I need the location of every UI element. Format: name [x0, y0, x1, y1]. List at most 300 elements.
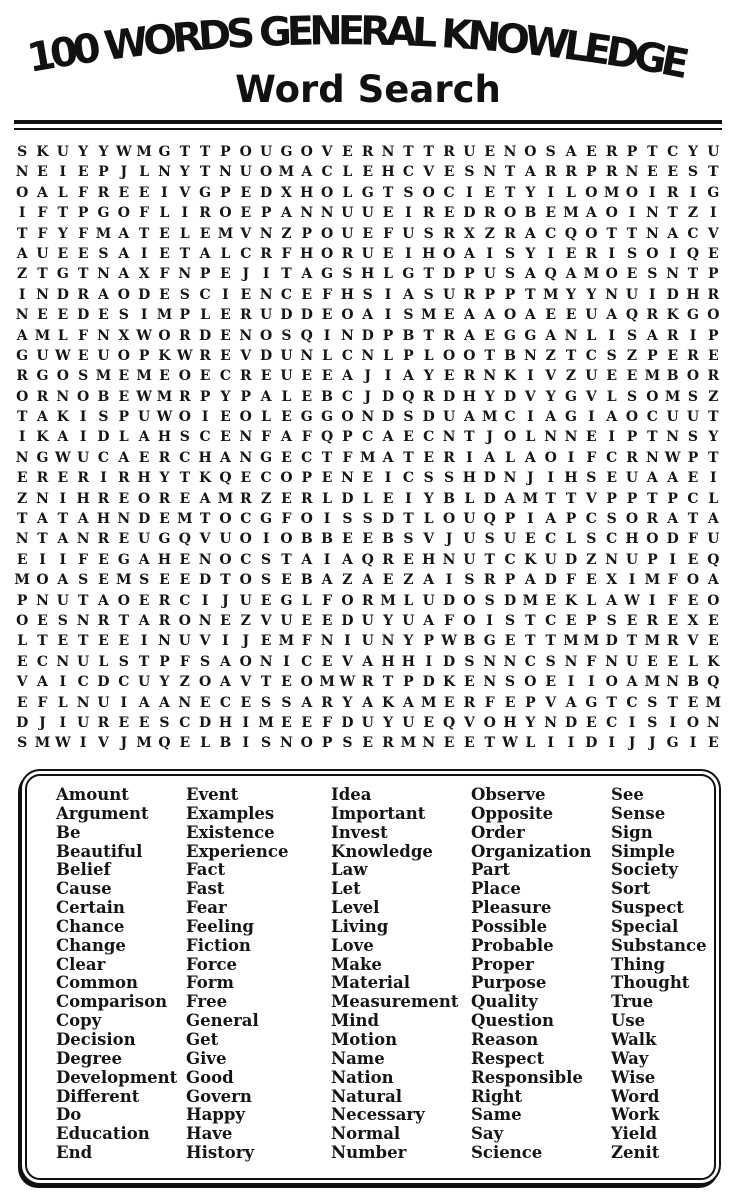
- grid-letter: E: [504, 633, 516, 650]
- word-item: Order: [471, 822, 525, 842]
- grid-letter: R: [239, 368, 252, 385]
- word-item: Good: [186, 1067, 234, 1087]
- grid-letter: J: [120, 164, 128, 181]
- grid-letter: Q: [219, 470, 232, 487]
- grid-letter: U: [585, 307, 598, 324]
- grid-letter: P: [626, 429, 638, 446]
- grid-letter: E: [118, 184, 130, 201]
- grid-letter: R: [443, 144, 455, 160]
- grid-letter: I: [344, 633, 351, 650]
- grid-letter: S: [423, 286, 434, 303]
- grid-letter: T: [626, 225, 638, 242]
- word-item: Walk: [611, 1029, 657, 1049]
- grid-letter: R: [361, 592, 374, 609]
- grid-letter: L: [342, 184, 353, 201]
- grid-letter: F: [159, 266, 170, 283]
- grid-letter: L: [586, 592, 597, 609]
- word-item: Degree: [56, 1048, 123, 1068]
- grid-letter: P: [647, 347, 658, 364]
- grid-letter: N: [178, 694, 192, 711]
- grid-letter: E: [707, 245, 719, 262]
- grid-letter: F: [78, 551, 89, 568]
- grid-letter: A: [606, 307, 618, 324]
- grid-letter: B: [443, 490, 455, 507]
- grid-letter: D: [199, 327, 212, 344]
- grid-letter: C: [179, 592, 191, 609]
- grid-letter: K: [56, 409, 69, 426]
- grid-letter: G: [321, 409, 334, 426]
- grid-letter: N: [341, 327, 354, 344]
- grid-letter: N: [666, 674, 680, 691]
- grid-letter: L: [139, 164, 150, 181]
- grid-letter: T: [77, 592, 89, 609]
- grid-letter: Y: [179, 164, 190, 181]
- grid-letter: Z: [545, 347, 556, 364]
- grid-letter: A: [606, 592, 618, 609]
- grid-letter: V: [423, 164, 435, 181]
- grid-letter: O: [503, 205, 517, 222]
- word-item: True: [611, 992, 654, 1012]
- grid-letter: R: [605, 164, 618, 181]
- grid-letter: M: [522, 490, 539, 507]
- grid-letter: A: [545, 511, 557, 528]
- grid-letter: Y: [159, 674, 170, 691]
- grid-letter: T: [260, 674, 272, 691]
- grid-letter: P: [98, 164, 109, 181]
- grid-letter: A: [504, 490, 516, 507]
- grid-letter: E: [77, 347, 89, 364]
- grid-letter: S: [281, 694, 292, 711]
- grid-letter: Z: [240, 612, 251, 629]
- grid-letter: A: [301, 551, 313, 568]
- grid-letter: S: [626, 327, 638, 344]
- grid-letter: T: [484, 551, 495, 568]
- grid-letter: G: [565, 409, 577, 426]
- grid-letter: S: [647, 714, 658, 731]
- grid-letter: Z: [281, 225, 292, 242]
- grid-letter: B: [321, 531, 333, 548]
- grid-letter: E: [220, 347, 231, 364]
- word-item: Right: [471, 1086, 523, 1106]
- grid-letter: D: [56, 286, 69, 303]
- grid-letter: D: [483, 490, 496, 507]
- grid-letter: E: [16, 470, 28, 487]
- grid-letter: O: [707, 307, 720, 324]
- grid-letter: E: [423, 714, 435, 731]
- grid-letter: A: [707, 511, 719, 528]
- grid-letter: E: [77, 164, 89, 181]
- grid-letter: A: [362, 307, 374, 324]
- grid-letter: D: [138, 511, 151, 528]
- word-item: Question: [471, 1011, 555, 1031]
- grid-letter: N: [645, 205, 659, 222]
- grid-letter: Y: [342, 694, 353, 711]
- grid-letter: M: [156, 388, 173, 405]
- grid-letter: M: [583, 633, 600, 650]
- word-item: Important: [331, 803, 426, 823]
- grid-letter: H: [462, 388, 476, 405]
- grid-letter: T: [37, 633, 48, 650]
- grid-letter: L: [301, 592, 312, 609]
- grid-letter: N: [158, 164, 171, 181]
- grid-letter: D: [280, 307, 293, 324]
- grid-row: [12, 142, 724, 162]
- grid-letter: I: [405, 490, 412, 507]
- grid-letter: U: [178, 633, 191, 650]
- word-item: Experience: [186, 841, 289, 861]
- grid-letter: A: [118, 245, 130, 262]
- grid-letter: R: [422, 205, 435, 222]
- grid-letter: G: [483, 633, 496, 650]
- grid-letter: E: [118, 388, 130, 405]
- grid-letter: M: [14, 572, 30, 589]
- grid-letter: T: [687, 511, 699, 528]
- grid-letter: N: [381, 633, 395, 650]
- grid-letter: O: [686, 714, 700, 731]
- grid-letter: M: [522, 592, 539, 609]
- grid-letter: X: [463, 225, 475, 242]
- grid-letter: Z: [179, 674, 190, 691]
- grid-letter: T: [179, 144, 190, 160]
- grid-letter: R: [544, 164, 557, 181]
- word-item: Opposite: [471, 803, 554, 823]
- grid-letter: L: [586, 327, 597, 344]
- grid-letter: W: [54, 735, 71, 752]
- grid-letter: E: [159, 368, 170, 385]
- grid-letter: T: [37, 531, 48, 548]
- grid-letter: R: [97, 490, 110, 507]
- grid-letter: A: [77, 511, 89, 528]
- grid-letter: N: [198, 612, 212, 629]
- grid-letter: T: [423, 144, 434, 160]
- grid-letter: L: [200, 307, 211, 324]
- word-item: Probable: [471, 935, 554, 955]
- grid-letter: L: [505, 449, 515, 466]
- grid-letter: R: [483, 205, 496, 222]
- grid-letter: S: [403, 307, 414, 324]
- grid-letter: L: [423, 347, 434, 364]
- grid-letter: U: [442, 409, 456, 426]
- grid-letter: R: [117, 470, 130, 487]
- grid-letter: R: [463, 286, 476, 303]
- grid-letter: E: [647, 653, 658, 670]
- grid-letter: N: [442, 429, 456, 446]
- grid-letter: S: [443, 470, 455, 487]
- grid-letter: W: [624, 592, 640, 609]
- grid-letter: H: [564, 470, 578, 487]
- grid-letter: D: [442, 266, 456, 283]
- grid-letter: E: [159, 511, 170, 528]
- grid-letter: L: [281, 388, 292, 405]
- grid-letter: M: [319, 674, 335, 691]
- grid-letter: X: [118, 327, 130, 344]
- grid-letter: W: [502, 735, 518, 752]
- grid-letter: A: [524, 164, 536, 181]
- grid-letter: Y: [525, 714, 536, 731]
- grid-letter: W: [54, 449, 71, 466]
- grid-letter: M: [664, 388, 681, 405]
- grid-letter: N: [76, 694, 90, 711]
- grid-letter: T: [525, 612, 536, 629]
- word-item: Nation: [331, 1067, 394, 1087]
- word-item: Sign: [611, 822, 653, 842]
- grid-letter: E: [382, 490, 394, 507]
- page-subtitle: Word Search: [235, 68, 501, 111]
- grid-letter: T: [484, 735, 495, 752]
- word-item: Happy: [186, 1105, 245, 1125]
- grid-letter: T: [708, 409, 719, 426]
- grid-letter: F: [667, 592, 678, 609]
- grid-letter: S: [504, 674, 516, 691]
- grid-letter: V: [463, 714, 475, 731]
- grid-letter: O: [16, 184, 29, 201]
- grid-letter: G: [504, 327, 517, 344]
- grid-letter: D: [97, 674, 110, 691]
- grid-letter: S: [17, 735, 28, 752]
- grid-letter: E: [260, 368, 272, 385]
- grid-letter: D: [16, 714, 29, 731]
- grid-letter: I: [120, 694, 128, 711]
- grid-letter: N: [15, 164, 29, 181]
- grid-letter: N: [97, 266, 110, 283]
- grid-letter: D: [564, 551, 578, 568]
- grid-letter: N: [503, 653, 517, 670]
- grid-letter: Y: [566, 286, 577, 303]
- grid-letter: V: [545, 368, 557, 385]
- grid-letter: E: [301, 368, 313, 385]
- grid-letter: E: [586, 714, 597, 731]
- grid-letter: P: [16, 592, 28, 609]
- grid-letter: O: [605, 205, 618, 222]
- grid-letter: D: [564, 714, 578, 731]
- word-item: Say: [471, 1124, 504, 1144]
- grid-letter: U: [280, 612, 293, 629]
- grid-row: [12, 591, 724, 611]
- grid-letter: R: [97, 714, 110, 731]
- grid-letter: V: [240, 674, 252, 691]
- grid-letter: E: [586, 429, 597, 446]
- grid-letter: E: [423, 449, 435, 466]
- grid-letter: O: [524, 674, 537, 691]
- grid-letter: F: [301, 429, 312, 446]
- grid-letter: R: [300, 490, 313, 507]
- grid-letter: D: [585, 735, 598, 752]
- grid-letter: N: [259, 653, 273, 670]
- grid-letter: O: [320, 245, 334, 262]
- grid-letter: U: [707, 144, 720, 160]
- grid-letter: M: [400, 735, 417, 752]
- grid-letter: A: [301, 266, 313, 283]
- grid-letter: D: [382, 511, 395, 528]
- grid-letter: Z: [708, 388, 719, 405]
- grid-letter: E: [362, 164, 374, 181]
- grid-letter: E: [179, 735, 191, 752]
- grid-letter: N: [483, 674, 497, 691]
- grid-letter: P: [159, 653, 170, 670]
- grid-letter: K: [666, 307, 679, 324]
- grid-letter: D: [382, 409, 395, 426]
- grid-letter: A: [199, 245, 211, 262]
- grid-letter: L: [688, 653, 698, 670]
- grid-letter: M: [34, 735, 51, 752]
- grid-row: [12, 550, 724, 570]
- grid-letter: I: [79, 409, 87, 426]
- grid-letter: U: [361, 633, 374, 650]
- grid-letter: U: [544, 551, 557, 568]
- grid-letter: W: [136, 388, 152, 405]
- grid-letter: G: [300, 409, 313, 426]
- grid-letter: M: [217, 490, 234, 507]
- grid-letter: U: [97, 347, 110, 364]
- grid-letter: R: [646, 511, 659, 528]
- grid-letter: C: [321, 164, 333, 181]
- grid-letter: E: [606, 368, 618, 385]
- grid-letter: N: [706, 714, 720, 731]
- grid-letter: A: [220, 449, 231, 466]
- grid-letter: O: [219, 551, 232, 568]
- grid-letter: R: [361, 144, 374, 160]
- grid-letter: A: [463, 409, 475, 426]
- grid-letter: N: [666, 266, 680, 283]
- grid-letter: E: [98, 307, 109, 324]
- grid-letter: L: [98, 653, 109, 670]
- grid-letter: Y: [423, 368, 434, 385]
- grid-letter: N: [483, 653, 497, 670]
- grid-letter: G: [280, 592, 293, 609]
- grid-letter: J: [445, 531, 453, 548]
- grid-letter: A: [118, 225, 130, 242]
- grid-letter: E: [301, 612, 313, 629]
- grid-letter: P: [403, 347, 414, 364]
- grid-letter: E: [77, 245, 89, 262]
- grid-letter: M: [583, 266, 600, 283]
- grid-letter: U: [138, 531, 151, 548]
- grid-letter: U: [422, 592, 435, 609]
- grid-letter: R: [443, 225, 455, 242]
- grid-letter: K: [36, 429, 49, 446]
- grid-letter: G: [524, 327, 537, 344]
- grid-letter: L: [179, 225, 190, 242]
- word-item: Education: [56, 1124, 150, 1144]
- grid-letter: S: [504, 612, 516, 629]
- grid-letter: T: [484, 347, 495, 364]
- grid-letter: C: [341, 347, 353, 364]
- word-item: Measurement: [331, 992, 459, 1012]
- grid-letter: S: [261, 694, 272, 711]
- grid-letter: F: [78, 184, 89, 201]
- grid-letter: O: [16, 612, 29, 629]
- grid-letter: S: [464, 164, 475, 181]
- grid-letter: H: [96, 511, 111, 528]
- word-item: Beautiful: [56, 841, 143, 861]
- grid-letter: E: [443, 735, 455, 752]
- word-item: History: [186, 1143, 255, 1163]
- grid-letter: T: [504, 164, 516, 181]
- grid-letter: E: [220, 266, 231, 283]
- word-item: Respect: [471, 1048, 545, 1068]
- word-item: Thought: [611, 973, 690, 993]
- word-item: Purpose: [471, 973, 547, 993]
- grid-letter: E: [138, 184, 150, 201]
- grid-letter: D: [260, 347, 273, 364]
- grid-letter: I: [18, 429, 26, 446]
- grid-letter: I: [547, 470, 554, 487]
- word-item: Love: [331, 935, 374, 955]
- grid-letter: E: [464, 674, 475, 691]
- grid-letter: L: [159, 205, 170, 222]
- grid-row: [12, 733, 724, 753]
- grid-letter: S: [626, 245, 638, 262]
- grid-letter: Q: [178, 531, 191, 548]
- grid-letter: E: [37, 307, 48, 324]
- grid-letter: I: [649, 592, 656, 609]
- grid-letter: G: [158, 144, 171, 160]
- grid-letter: H: [401, 653, 416, 670]
- grid-letter: F: [139, 205, 150, 222]
- grid-letter: A: [362, 694, 374, 711]
- grid-letter: O: [239, 409, 252, 426]
- grid-letter: M: [603, 184, 620, 201]
- grid-letter: H: [422, 245, 436, 262]
- grid-letter: V: [585, 490, 597, 507]
- grid-letter: H: [157, 551, 172, 568]
- grid-letter: N: [605, 286, 619, 303]
- grid-letter: A: [118, 266, 130, 283]
- grid-letter: E: [57, 307, 69, 324]
- grid-letter: E: [545, 592, 557, 609]
- grid-letter: E: [98, 633, 109, 650]
- grid-letter: I: [547, 735, 554, 752]
- grid-letter: N: [442, 551, 456, 568]
- grid-letter: I: [384, 307, 392, 324]
- grid-letter: O: [117, 347, 130, 364]
- grid-letter: P: [220, 184, 231, 201]
- grid-letter: A: [341, 368, 353, 385]
- grid-letter: C: [36, 653, 49, 670]
- grid-letter: S: [362, 286, 373, 303]
- word-item: Existence: [186, 822, 275, 842]
- grid-letter: I: [608, 245, 615, 262]
- grid-letter: I: [445, 572, 453, 589]
- grid-letter: O: [56, 368, 69, 385]
- grid-letter: T: [57, 511, 69, 528]
- grid-letter: J: [222, 592, 229, 609]
- grid-letter: Y: [383, 714, 394, 731]
- grid-letter: P: [260, 205, 272, 222]
- grid-letter: C: [545, 612, 557, 629]
- word-item: Form: [186, 973, 234, 993]
- word-item: Let: [331, 879, 361, 899]
- grid-letter: E: [220, 429, 231, 446]
- grid-letter: W: [664, 449, 681, 466]
- grid-letter: Y: [545, 388, 556, 405]
- word-item: Certain: [56, 898, 125, 918]
- grid-letter: T: [281, 266, 292, 283]
- grid-letter: H: [157, 429, 172, 446]
- grid-letter: O: [178, 368, 191, 385]
- grid-letter: E: [240, 470, 252, 487]
- grid-letter: C: [301, 449, 313, 466]
- grid-letter: T: [423, 327, 434, 344]
- word-item: Simple: [611, 841, 675, 861]
- grid-letter: E: [382, 205, 394, 222]
- grid-letter: K: [524, 551, 537, 568]
- grid-letter: O: [707, 592, 720, 609]
- grid-letter: G: [36, 449, 49, 466]
- grid-letter: A: [37, 674, 48, 691]
- grid-letter: E: [342, 531, 353, 548]
- grid-letter: Q: [361, 551, 374, 568]
